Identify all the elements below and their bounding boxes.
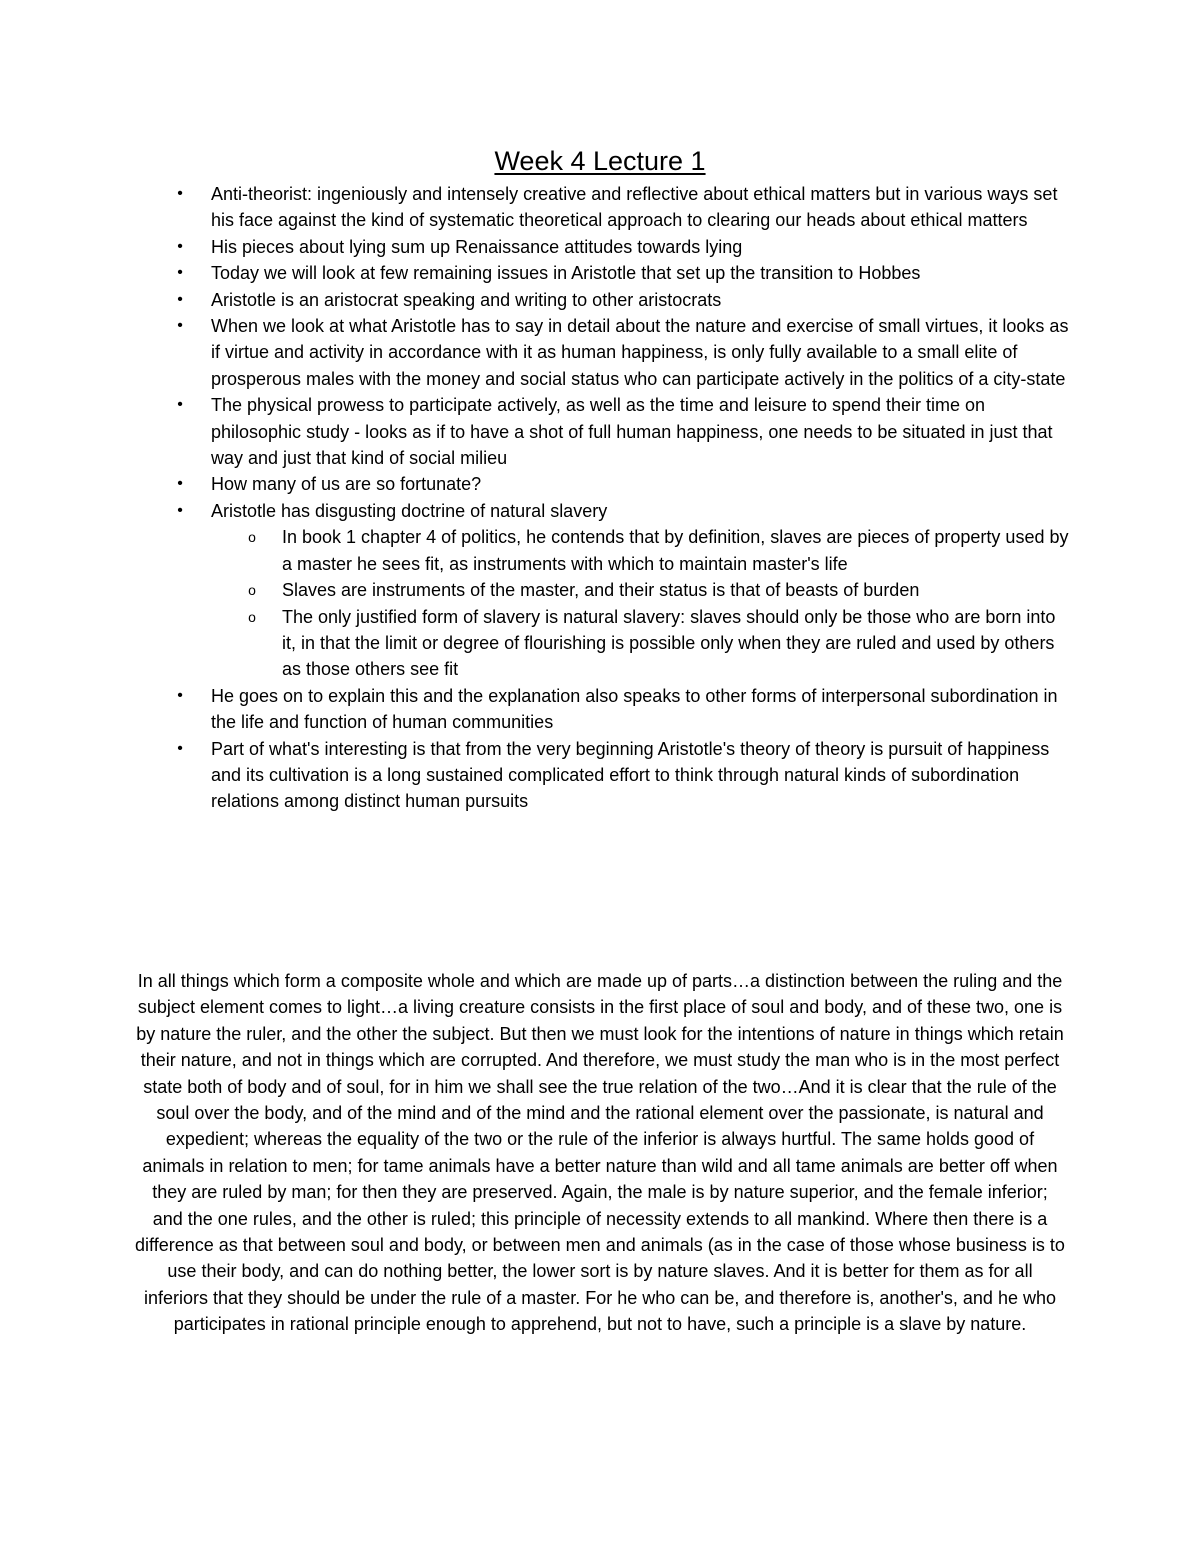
list-item-text: Aristotle is an aristocrat speaking and writing to other aristocrats [211,289,722,310]
page-title: Week 4 Lecture 1 [494,146,706,176]
list-item [174,683,1074,736]
sub-list-item [245,577,1074,603]
list-item-text: He goes on to explain this and the explanation also speaks to other forms of interpersonal subordination in the life and function of human communities [211,685,1058,733]
list-item [174,234,1074,260]
list-item-text: Today we will look at few remaining issues in Aristotle that set up the transition to Hobbes [211,263,921,284]
circle-bullet-icon: o [248,582,256,599]
list-item [174,287,1074,313]
bullet-icon: • [177,475,183,493]
list-item [174,181,1074,234]
sub-list-item-text: Slaves are instruments of the master, and their status is that of beasts of burden [282,580,920,601]
list-item-text: Anti-theorist: ingeniously and intensely creative and reflective about ethical matters but in various ways set his face against the kind of systematic theoretical approach to clearing our heads about ethical matters [211,184,1058,231]
list-item [174,392,1074,471]
list-item [174,736,1074,815]
list-item-text: Part of what's interesting is that from the very beginning Aristotle's theory of theory is pursuit of happiness and its cultivation is a long sustained complicated effort to think through natural kinds of subordination relations among distinct human pursuits [211,738,1050,812]
sub-list-item [245,604,1074,683]
lecture-notes-list [174,181,1074,815]
bullet-icon: • [177,396,183,414]
bullet-icon: • [177,739,183,757]
bullet-icon: • [177,290,183,308]
quotation-paragraph: In all things which form a composite whole and which are made up of parts…a distinction between the ruling and the subject element comes to light…a living creature consists in the first place of soul and body, and of these two, one is by nature the ruler, and the other the subject. But then we must look for the intentions of nature in things which retain their nature, and not in things which are corrupted. And therefore, we must study the man who is in the most perfect state both of body and of soul, for in him we shall see the true relation of the two…And it is clear that the rule of the soul over the body, and of the mind and of the mind and the rational element over the passionate, is natural and expedient; whereas the equality of the two or the rule of the inferior is always hurtful. The same holds good of animals in relation to men; for tame animals have a better nature than wild and all tame animals are better off when they are ruled by man; for then they are preserved. Again, the male is by nature superior, and the female inferior; and the one rules, and the other is ruled; this principle of necessity extends to all mankind. Where then there is a difference as that between soul and body, or between men and animals (as in the case of those whose business is to use their body, and can do nothing better, the lower sort is by nature slaves. And it is better for them as for all inferiors that they should be under the rule of a master. For he who can be, and therefore is, another's, and he who participates in rational principle enough to apprehend, but not to have, such a principle is a slave by nature. [135,971,1065,1335]
list-item-text: The physical prowess to participate actively, as well as the time and leisure to spend their time on philosophic study - looks as if to have a shot of full human happiness, one needs to be situated in just that way and just that kind of social milieu [211,395,1053,469]
sub-list-item-text: The only justified form of slavery is natural slavery: slaves should only be those who are born into it, in that the limit or degree of flourishing is possible only when they are ruled and used by others as those others see fit [282,606,1056,680]
sub-list-item-text: In book 1 chapter 4 of politics, he contends that by definition, slaves are pieces of property used by a master he sees fit, as instruments with which to maintain master's life [282,527,1069,574]
list-item [174,498,1074,683]
circle-bullet-icon: o [248,529,256,546]
list-item [174,260,1074,286]
bullet-icon: • [177,237,183,255]
circle-bullet-icon: o [248,608,256,625]
list-item-text: When we look at what Aristotle has to say in detail about the nature and exercise of small virtues, it looks as if virtue and activity in accordance with it as human happiness, is only fully available to a small elite of prosperous males with the money and social status who can participate actively in the politics of a city-state [211,316,1069,389]
bullet-icon: • [177,317,183,335]
bullet-icon: • [177,501,183,519]
list-item-text: His pieces about lying sum up Renaissance attitudes towards lying [211,236,743,257]
sub-list [245,524,1074,682]
list-item [174,471,1074,497]
bullet-icon: • [177,264,183,282]
list-item-text: How many of us are so fortunate? [211,474,482,495]
list-item-text: Aristotle has disgusting doctrine of natural slavery [211,500,608,521]
bullet-icon: • [177,185,183,202]
sub-list-item [245,524,1074,577]
list-item [174,313,1074,392]
bullet-icon: • [177,686,183,704]
